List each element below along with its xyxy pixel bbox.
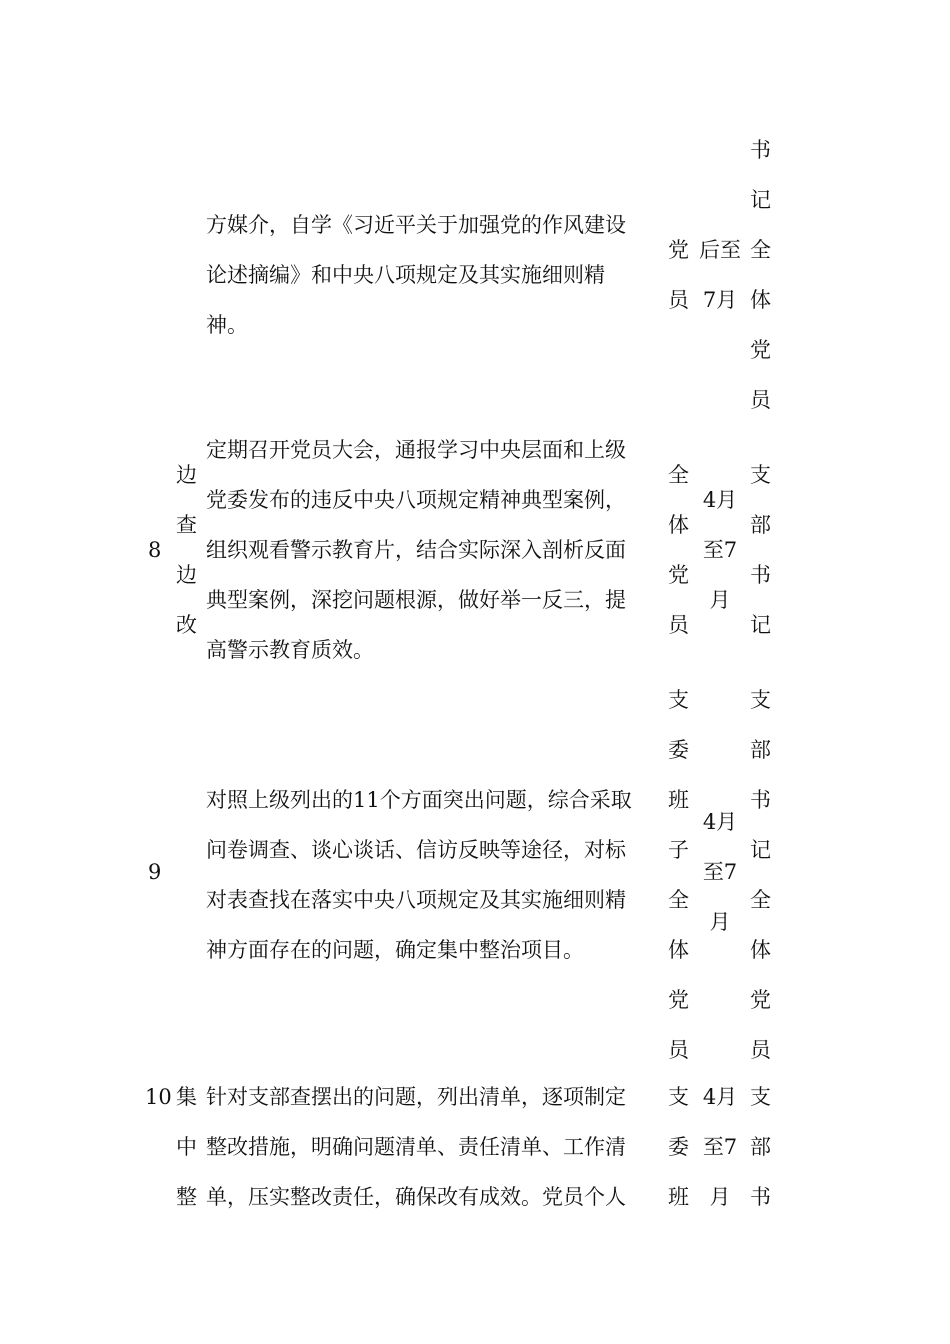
row-10-responsible	[750, 1072, 771, 1222]
row-8-target-char: 体	[668, 513, 689, 537]
row-8-time-line: 至7	[702, 538, 738, 562]
row-9-target-char: 委	[668, 738, 689, 762]
row-8-phase-char: 边	[176, 463, 197, 487]
row-10-phase-char: 整	[176, 1185, 197, 1209]
row-8-responsible-char: 部	[750, 513, 771, 537]
row-8-phase	[176, 450, 197, 650]
row-9-target-char: 班	[668, 788, 689, 812]
row-8-description: 定期召开党员大会，通报学习中央层面和上级 党委发布的违反中央八项规定精神典型案例， 组织观看警示教育片，结合实际深入剖析反面 典型案例，深挖问题根源，做好举一反三，提 高警示教育质效。	[206, 438, 626, 662]
row-10-phase	[176, 1072, 197, 1222]
row-10-phase-char: 中	[176, 1135, 197, 1159]
row-1-responsible-char: 体	[750, 288, 771, 312]
row-1-responsible	[750, 125, 771, 425]
row-8-target-char: 全	[668, 463, 689, 487]
row-10-target-char: 支	[668, 1085, 689, 1109]
row-10-target-char: 委	[668, 1135, 689, 1159]
row-8-responsible-char: 记	[750, 613, 771, 637]
row-8-target-char: 党	[668, 563, 689, 587]
row-8-target-char: 员	[668, 613, 689, 637]
row-1-responsible-char: 员	[750, 388, 771, 412]
row-10-time-line: 至7	[702, 1135, 738, 1159]
row-10-target-char: 班	[668, 1185, 689, 1209]
row-9-time-line: 至7	[702, 860, 738, 884]
row-1-description: 方媒介，自学《习近平关于加强党的作风建设 论述摘编》和中央八项规定及其实施细则精 神。	[206, 213, 626, 337]
row-10-description: 针对支部查摆出的问题，列出清单，逐项制定 整改措施，明确问题清单、责任清单、工作清 单，压实整改责任，确保改有成效。党员个人	[206, 1085, 626, 1209]
row-10-responsible-char: 部	[750, 1135, 771, 1159]
row-10-phase-char: 集	[176, 1085, 197, 1109]
row-9-time	[697, 797, 743, 947]
row-9-responsible-char: 体	[750, 938, 771, 962]
row-9-responsible-char: 记	[750, 838, 771, 862]
row-10-time	[697, 1072, 743, 1222]
row-9-time-line: 月	[709, 910, 731, 934]
row-8-time-line: 月	[709, 588, 731, 612]
row-10-time-line: 4月	[702, 1085, 738, 1109]
row-9-target-char: 子	[668, 838, 689, 862]
row-9-time-line: 4月	[702, 810, 738, 834]
row-9-target-char: 党	[668, 988, 689, 1012]
row-1-target-char: 员	[668, 288, 689, 312]
row-8-number: 8	[148, 538, 162, 562]
row-9-target-char: 员	[668, 1038, 689, 1062]
row-1-responsible-char: 书	[750, 138, 771, 162]
row-9-target-char: 全	[668, 888, 689, 912]
row-8-responsible-char: 支	[750, 463, 771, 487]
row-9-responsible-char: 全	[750, 888, 771, 912]
row-9-responsible-char: 员	[750, 1038, 771, 1062]
row-10-responsible-char: 支	[750, 1085, 771, 1109]
row-9-target-char: 体	[668, 938, 689, 962]
row-1-time	[697, 225, 743, 325]
row-8-responsible	[750, 450, 771, 650]
row-10-time-line: 月	[709, 1185, 731, 1209]
row-9-responsible-char: 支	[750, 688, 771, 712]
row-1-responsible-char: 党	[750, 338, 771, 362]
row-10-responsible-char: 书	[750, 1185, 771, 1209]
row-1-target	[668, 225, 689, 325]
row-8-time	[697, 475, 743, 625]
row-1-target-char: 党	[668, 238, 689, 262]
row-1-responsible-char: 全	[750, 238, 771, 262]
row-9-responsible-char: 部	[750, 738, 771, 762]
row-8-time-line: 4月	[702, 488, 738, 512]
row-10-target	[668, 1072, 689, 1222]
row-9-number: 9	[148, 860, 162, 884]
row-1-time-line: 7月	[702, 288, 738, 312]
row-9-responsible-char: 书	[750, 788, 771, 812]
row-1-responsible-char: 记	[750, 188, 771, 212]
row-9-responsible-char: 党	[750, 988, 771, 1012]
row-8-phase-char: 改	[176, 613, 197, 637]
row-8-responsible-char: 书	[750, 563, 771, 587]
row-10-number: 10	[145, 1085, 172, 1109]
row-8-target	[668, 450, 689, 650]
row-8-phase-char: 查	[176, 513, 197, 537]
row-9-responsible	[750, 675, 771, 1075]
row-8-phase-char: 边	[176, 563, 197, 587]
row-9-target	[668, 675, 689, 1075]
row-1-time-line: 后至	[699, 238, 741, 262]
row-9-target-char: 支	[668, 688, 689, 712]
row-9-description: 对照上级列出的11个方面突出问题，综合采取 问卷调查、谈心谈话、信访反映等途径，对标 对表查找在落实中央八项规定及其实施细则精 神方面存在的问题，确定集中整治项目。	[206, 788, 632, 962]
